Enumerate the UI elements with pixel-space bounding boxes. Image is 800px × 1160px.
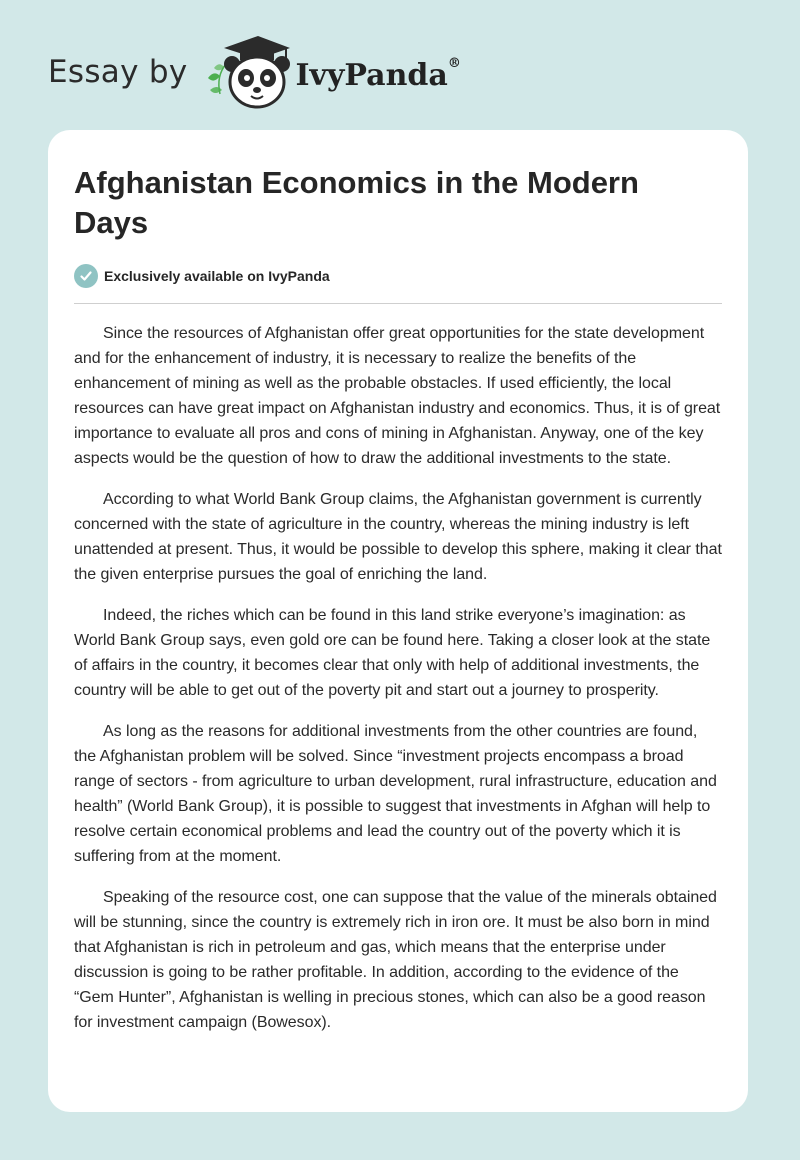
brand-name[interactable]	[295, 56, 461, 93]
exclusive-label: Exclusively available on IvyPanda	[104, 268, 330, 284]
site-header	[48, 34, 461, 110]
paragraph: Since the resources of Afghanistan offer great opportunities for the state development and for the enhancement of industry, it is necessary to realize the benefits of the enhancement of mining as well as the probable obstacles. If used efficiently, the local resources can have great impact on Afghanistan industry and economics. Thus, it is of great importance to evaluate all pros and cons of mining in Afghanistan. Anyway, one of the key aspects would be the question of how to draw the additional investments to the state.	[74, 325, 721, 467]
registered-mark: ®	[447, 56, 461, 71]
panda-graduate-icon[interactable]	[202, 34, 292, 110]
essay-body	[74, 321, 722, 1051]
essay-by-label: Essay by	[48, 53, 188, 90]
check-icon	[74, 264, 98, 288]
divider	[74, 303, 722, 304]
paragraph: According to what World Bank Group claims, the Afghanistan government is currently concerned with the state of agriculture in the country, whereas the mining industry is left unattended at present. Thus, it would be possible to develop this sphere, making it clear that the given enterprise pursues the goal of enriching the land.	[74, 491, 722, 583]
paragraph: Indeed, the riches which can be found in this land strike everyone’s imagination: as World Bank Group says, even gold ore can be found here. Taking a closer look at the state of affairs in the country, it becomes clear that only with help of additional investments, the country will be able to get out of the poverty pit and start out a journey to prosperity.	[74, 607, 711, 699]
essay-title: Afghanistan Economics in the Modern Days	[74, 165, 639, 240]
essay-card	[48, 130, 748, 1112]
exclusive-badge	[74, 264, 330, 288]
paragraph: Speaking of the resource cost, one can suppose that the value of the minerals obtained will be stunning, since the country is extremely rich in iron ore. It must be also born in mind that Afghanistan is rich in petroleum and gas, which means that the enterprise under discussion is going to be rather profitable. In addition, according to the evidence of the “Gem Hunter”, Afghanistan is welling in precious stones, which can also be a good reason for investment campaign (Bowesox).	[74, 889, 717, 1031]
brand-text: IvyPanda	[295, 58, 448, 93]
paragraph: As long as the reasons for additional investments from the other countries are found, the Afghanistan problem will be solved. Since “investment projects encompass a broad range of sectors - from agriculture to urban development, rural infrastructure, education and health” (World Bank Group), it is possible to suggest that investments in Afghan will help to resolve certain economical problems and lead the country out of the poverty which it is suffering from at the moment.	[74, 723, 717, 865]
